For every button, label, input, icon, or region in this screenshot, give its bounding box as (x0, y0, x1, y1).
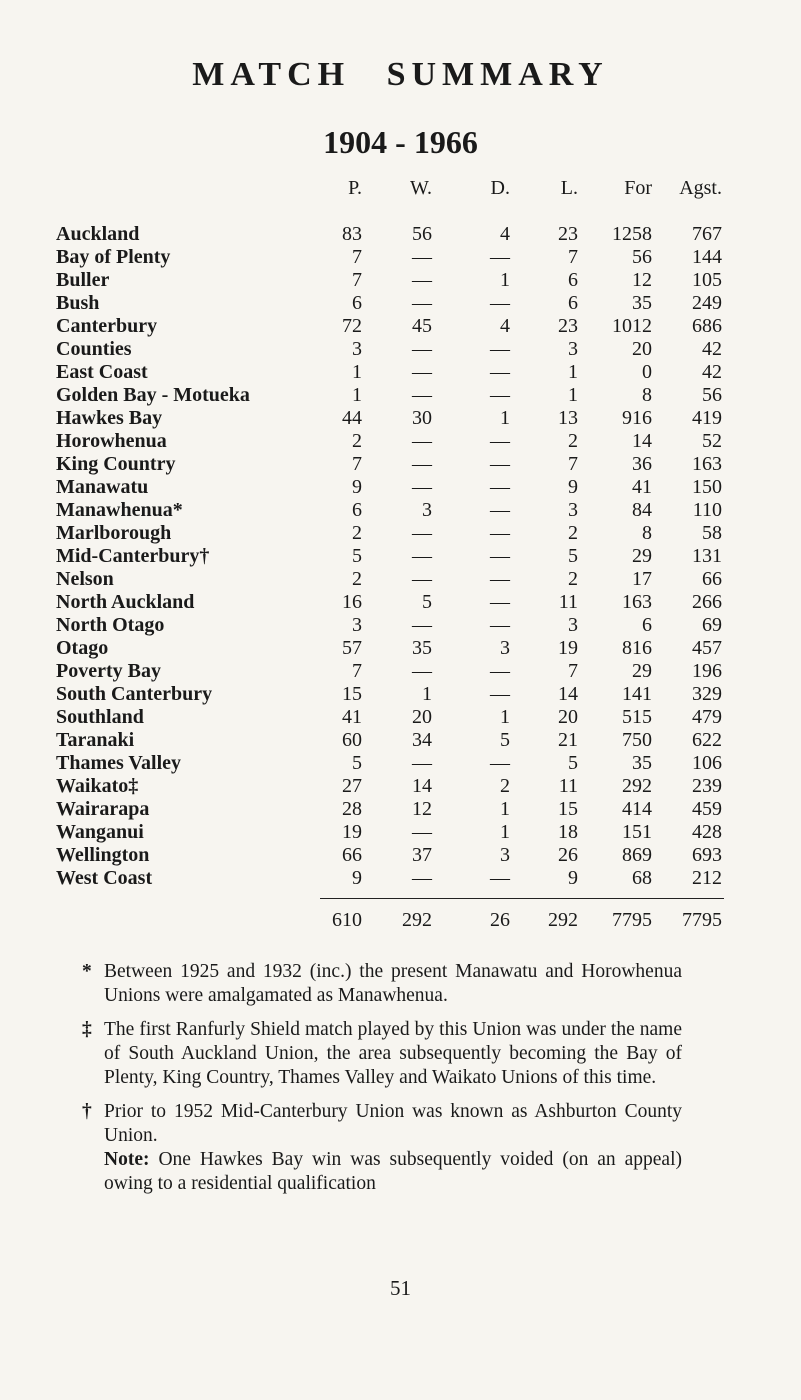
cell-for: 8 (642, 384, 652, 406)
table-row (0, 222, 801, 246)
cell-won: 37 (412, 844, 432, 866)
cell-won: — (412, 660, 432, 682)
cell-lost: 13 (558, 407, 578, 429)
cell-drawn: 2 (500, 775, 510, 797)
total-won: 292 (402, 909, 432, 931)
cell-for: 29 (632, 660, 652, 682)
table-row (0, 820, 801, 844)
cell-against: 42 (702, 361, 722, 383)
cell-drawn: 1 (500, 706, 510, 728)
cell-played: 66 (342, 844, 362, 866)
cell-won: 12 (412, 798, 432, 820)
cell-for: 0 (642, 361, 652, 383)
table-row (0, 728, 801, 752)
table-row (0, 429, 801, 453)
table-row (0, 544, 801, 568)
header-won: W. (409, 177, 432, 199)
cell-lost: 20 (558, 706, 578, 728)
cell-against: 329 (692, 683, 722, 705)
team-name: Auckland (56, 223, 140, 245)
footnote-dagger (76, 1100, 682, 1196)
cell-lost: 9 (568, 867, 578, 889)
cell-drawn: — (490, 476, 510, 498)
cell-against: 144 (692, 246, 722, 268)
cell-against: 249 (692, 292, 722, 314)
cell-won: — (412, 269, 432, 291)
team-name: Southland (56, 706, 144, 728)
cell-drawn: — (490, 246, 510, 268)
cell-for: 515 (622, 706, 652, 728)
cell-lost: 3 (568, 614, 578, 636)
table-row (0, 659, 801, 683)
team-name: North Otago (56, 614, 165, 636)
cell-lost: 23 (558, 223, 578, 245)
cell-against: 212 (692, 867, 722, 889)
cell-against: 52 (702, 430, 722, 452)
cell-won: — (412, 384, 432, 406)
cell-drawn: — (490, 384, 510, 406)
cell-lost: 7 (568, 246, 578, 268)
footnote-mark: ‡ (82, 1019, 92, 1040)
cell-played: 27 (342, 775, 362, 797)
cell-against: 110 (692, 499, 722, 521)
table-row (0, 751, 801, 775)
cell-played: 57 (342, 637, 362, 659)
cell-won: — (412, 522, 432, 544)
cell-drawn: 4 (500, 315, 510, 337)
cell-for: 141 (622, 683, 652, 705)
table-row (0, 360, 801, 384)
cell-lost: 11 (558, 591, 578, 613)
cell-drawn: — (490, 568, 510, 590)
totals-rule (320, 898, 724, 899)
cell-won: 45 (412, 315, 432, 337)
table-row (0, 337, 801, 361)
note-label: Note: (104, 1149, 150, 1170)
cell-drawn: — (490, 867, 510, 889)
cell-lost: 5 (568, 545, 578, 567)
cell-won: 30 (412, 407, 432, 429)
cell-played: 6 (352, 292, 362, 314)
cell-won: — (412, 430, 432, 452)
cell-played: 7 (352, 453, 362, 475)
table-row (0, 636, 801, 660)
total-for: 7795 (612, 909, 652, 931)
cell-lost: 1 (568, 361, 578, 383)
cell-drawn: 1 (500, 269, 510, 291)
cell-played: 5 (352, 752, 362, 774)
cell-lost: 9 (568, 476, 578, 498)
cell-drawn: 1 (500, 821, 510, 843)
table-row (0, 452, 801, 476)
table-row (0, 268, 801, 292)
table-row (0, 590, 801, 614)
team-name: King Country (56, 453, 176, 475)
cell-against: 42 (702, 338, 722, 360)
table-row (0, 797, 801, 821)
cell-played: 7 (352, 269, 362, 291)
cell-lost: 6 (568, 292, 578, 314)
cell-for: 869 (622, 844, 652, 866)
cell-played: 83 (342, 223, 362, 245)
total-against: 7795 (682, 909, 722, 931)
cell-won: — (412, 453, 432, 475)
note-text: One Hawkes Bay win was subsequently voided (on an appeal) owing to a residential qualification (104, 1149, 683, 1194)
cell-against: 196 (692, 660, 722, 682)
table-row (0, 774, 801, 798)
cell-for: 163 (622, 591, 652, 613)
cell-played: 16 (342, 591, 362, 613)
cell-for: 20 (632, 338, 652, 360)
cell-lost: 23 (558, 315, 578, 337)
cell-drawn: — (490, 338, 510, 360)
table-row (0, 475, 801, 499)
cell-played: 3 (352, 338, 362, 360)
table-row (0, 705, 801, 729)
cell-drawn: — (490, 292, 510, 314)
cell-lost: 21 (558, 729, 578, 751)
cell-won: — (412, 338, 432, 360)
total-played: 610 (332, 909, 362, 931)
cell-drawn: 3 (500, 844, 510, 866)
cell-for: 151 (622, 821, 652, 843)
cell-played: 2 (352, 522, 362, 544)
cell-against: 239 (692, 775, 722, 797)
cell-for: 6 (642, 614, 652, 636)
cell-lost: 2 (568, 430, 578, 452)
cell-lost: 6 (568, 269, 578, 291)
team-name: East Coast (56, 361, 148, 383)
team-name: Buller (56, 269, 110, 291)
cell-drawn: — (490, 752, 510, 774)
cell-played: 9 (352, 867, 362, 889)
cell-won: — (412, 867, 432, 889)
footnote-mark: † (82, 1101, 92, 1122)
cell-against: 105 (692, 269, 722, 291)
cell-against: 56 (702, 384, 722, 406)
cell-against: 479 (692, 706, 722, 728)
cell-for: 35 (632, 292, 652, 314)
cell-for: 29 (632, 545, 652, 567)
team-name: Poverty Bay (56, 660, 161, 682)
team-name: Golden Bay - Motueka (56, 384, 250, 406)
cell-against: 767 (692, 223, 722, 245)
cell-won: — (412, 568, 432, 590)
cell-drawn: 5 (500, 729, 510, 751)
cell-drawn: 1 (500, 407, 510, 429)
cell-drawn: 1 (500, 798, 510, 820)
cell-drawn: 4 (500, 223, 510, 245)
cell-for: 56 (632, 246, 652, 268)
cell-drawn: 3 (500, 637, 510, 659)
cell-for: 17 (632, 568, 652, 590)
team-name: Bay of Plenty (56, 246, 171, 268)
team-name: Counties (56, 338, 132, 360)
cell-for: 1258 (612, 223, 652, 245)
cell-for: 292 (622, 775, 652, 797)
cell-won: 34 (412, 729, 432, 751)
team-name: Manawatu (56, 476, 149, 498)
cell-lost: 14 (558, 683, 578, 705)
cell-drawn: — (490, 499, 510, 521)
table-row (0, 498, 801, 522)
page-title: MATCH SUMMARY (192, 56, 609, 93)
cell-against: 428 (692, 821, 722, 843)
cell-played: 3 (352, 614, 362, 636)
cell-for: 750 (622, 729, 652, 751)
cell-played: 7 (352, 660, 362, 682)
page-subtitle: 1904 - 1966 (323, 124, 478, 160)
cell-played: 6 (352, 499, 362, 521)
cell-lost: 1 (568, 384, 578, 406)
cell-for: 35 (632, 752, 652, 774)
footnote-text: The first Ranfurly Shield match played by this Union was under the name of South Auckland Union, the area subsequently becoming the Bay of Plenty, King Country, Thames Valley and Waikato Unions of this time. (104, 1019, 682, 1088)
table-header (0, 176, 801, 200)
team-name: Taranaki (56, 729, 135, 751)
cell-against: 266 (692, 591, 722, 613)
cell-played: 2 (352, 430, 362, 452)
cell-played: 1 (352, 384, 362, 406)
cell-won: — (412, 614, 432, 636)
cell-against: 66 (702, 568, 722, 590)
cell-against: 58 (702, 522, 722, 544)
cell-lost: 7 (568, 453, 578, 475)
team-name: Horowhenua (56, 430, 167, 452)
cell-won: 14 (412, 775, 432, 797)
footnote-text (104, 1100, 682, 1196)
cell-lost: 18 (558, 821, 578, 843)
cell-played: 5 (352, 545, 362, 567)
note-paragraph (104, 1148, 682, 1196)
cell-played: 9 (352, 476, 362, 498)
cell-lost: 11 (558, 775, 578, 797)
cell-against: 131 (692, 545, 722, 567)
cell-played: 7 (352, 246, 362, 268)
cell-lost: 5 (568, 752, 578, 774)
cell-won: — (412, 292, 432, 314)
cell-for: 414 (622, 798, 652, 820)
cell-against: 457 (692, 637, 722, 659)
cell-for: 84 (632, 499, 652, 521)
cell-against: 419 (692, 407, 722, 429)
team-name: Thames Valley (56, 752, 182, 774)
team-name: Canterbury (56, 315, 158, 337)
team-name: West Coast (56, 867, 153, 889)
cell-played: 15 (342, 683, 362, 705)
cell-won: — (412, 752, 432, 774)
header-drawn: D. (490, 177, 510, 199)
footnote-asterisk (76, 960, 682, 1008)
cell-drawn: — (490, 660, 510, 682)
team-name: Manawhenua* (56, 499, 183, 521)
footnote-double-dagger (76, 1018, 682, 1090)
table-row (0, 843, 801, 867)
cell-lost: 26 (558, 844, 578, 866)
cell-played: 1 (352, 361, 362, 383)
cell-lost: 7 (568, 660, 578, 682)
table-row (0, 291, 801, 315)
footnote-mark: * (82, 961, 92, 982)
table-row (0, 383, 801, 407)
footnote-dagger-text: Prior to 1952 Mid-Canterbury Union was known as Ashburton County Union. (104, 1101, 682, 1146)
page-number: 51 (390, 1276, 411, 1300)
cell-lost: 2 (568, 522, 578, 544)
cell-for: 916 (622, 407, 652, 429)
cell-drawn: — (490, 522, 510, 544)
cell-drawn: — (490, 453, 510, 475)
cell-for: 36 (632, 453, 652, 475)
cell-for: 8 (642, 522, 652, 544)
team-name: Marlborough (56, 522, 172, 544)
table-row (0, 866, 801, 890)
cell-won: 5 (422, 591, 432, 613)
cell-against: 693 (692, 844, 722, 866)
table-row (0, 245, 801, 269)
team-name: Otago (56, 637, 109, 659)
table-row (0, 314, 801, 338)
team-name: Mid-Canterbury† (56, 545, 210, 567)
cell-against: 622 (692, 729, 722, 751)
team-name: Wellington (56, 844, 150, 866)
cell-won: — (412, 545, 432, 567)
cell-lost: 2 (568, 568, 578, 590)
header-lost: L. (560, 177, 578, 199)
cell-against: 106 (692, 752, 722, 774)
cell-lost: 19 (558, 637, 578, 659)
total-lost: 292 (548, 909, 578, 931)
cell-played: 19 (342, 821, 362, 843)
cell-played: 72 (342, 315, 362, 337)
team-name: Wanganui (56, 821, 144, 843)
cell-drawn: — (490, 591, 510, 613)
cell-for: 41 (632, 476, 652, 498)
cell-for: 816 (622, 637, 652, 659)
cell-against: 459 (692, 798, 722, 820)
cell-won: 35 (412, 637, 432, 659)
table-row (0, 521, 801, 545)
cell-drawn: — (490, 545, 510, 567)
team-name: Waikato‡ (56, 775, 139, 797)
cell-lost: 3 (568, 338, 578, 360)
header-for: For (624, 177, 652, 199)
cell-against: 150 (692, 476, 722, 498)
team-name: Hawkes Bay (56, 407, 163, 429)
cell-for: 68 (632, 867, 652, 889)
cell-against: 686 (692, 315, 722, 337)
total-drawn: 26 (490, 909, 510, 931)
footnotes (76, 960, 682, 1206)
cell-drawn: — (490, 430, 510, 452)
team-name: North Auckland (56, 591, 195, 613)
header-against: Agst. (679, 177, 722, 199)
cell-won: — (412, 361, 432, 383)
cell-for: 12 (632, 269, 652, 291)
cell-played: 2 (352, 568, 362, 590)
cell-lost: 15 (558, 798, 578, 820)
cell-played: 41 (342, 706, 362, 728)
cell-won: 20 (412, 706, 432, 728)
table-row (0, 613, 801, 637)
cell-won: — (412, 476, 432, 498)
cell-won: — (412, 246, 432, 268)
table-row (0, 567, 801, 591)
cell-lost: 3 (568, 499, 578, 521)
cell-drawn: — (490, 683, 510, 705)
cell-won: 1 (422, 683, 432, 705)
cell-drawn: — (490, 361, 510, 383)
team-name: Wairarapa (56, 798, 150, 820)
table-row (0, 682, 801, 706)
cell-won: 56 (412, 223, 432, 245)
table-row (0, 406, 801, 430)
cell-played: 28 (342, 798, 362, 820)
cell-played: 60 (342, 729, 362, 751)
cell-drawn: — (490, 614, 510, 636)
totals-row (0, 908, 801, 932)
team-name: South Canterbury (56, 683, 213, 705)
cell-for: 14 (632, 430, 652, 452)
cell-played: 44 (342, 407, 362, 429)
cell-won: — (412, 821, 432, 843)
header-played: P. (348, 177, 362, 199)
cell-against: 69 (702, 614, 722, 636)
team-name: Nelson (56, 568, 114, 590)
cell-for: 1012 (612, 315, 652, 337)
cell-against: 163 (692, 453, 722, 475)
cell-won: 3 (422, 499, 432, 521)
footnote-text: Between 1925 and 1932 (inc.) the present Manawatu and Horowhenua Unions were amalgamated as Manawhenua. (104, 961, 682, 1006)
team-name: Bush (56, 292, 100, 314)
